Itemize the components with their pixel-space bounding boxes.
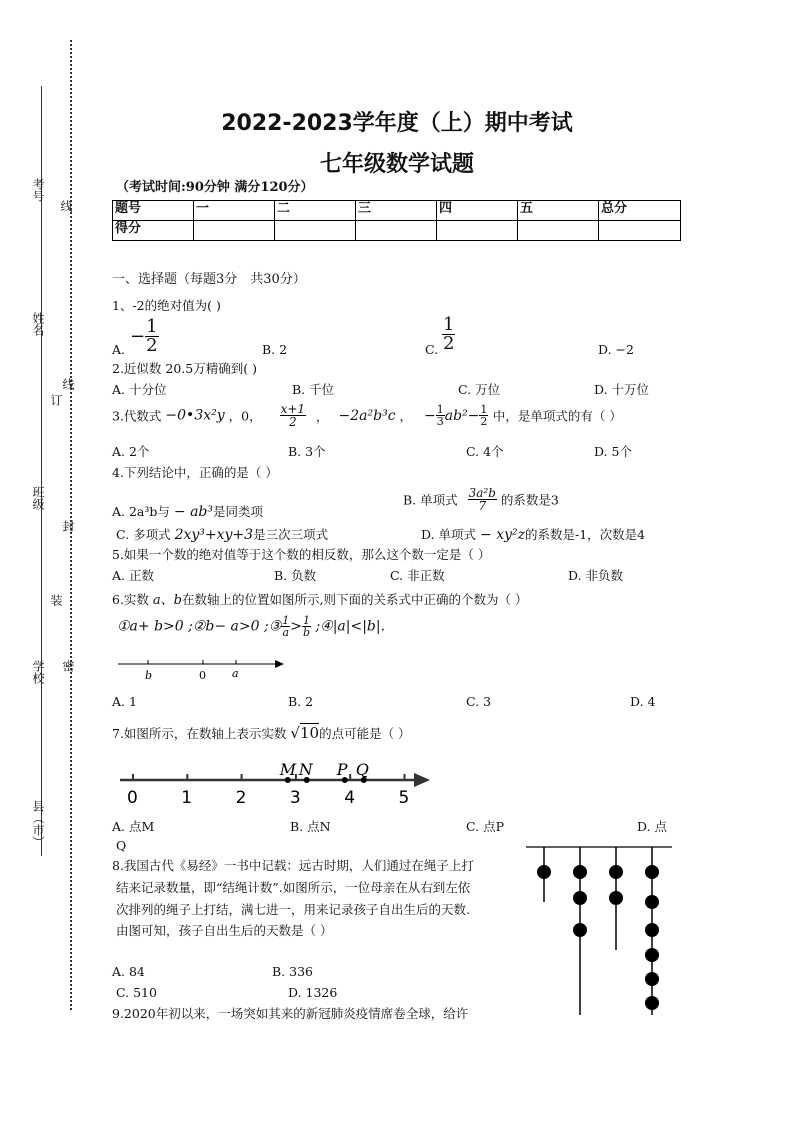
q8-line-4: 由图可知，孩子自出生后的天数是（ ）	[116, 923, 333, 938]
score-header-cell: 一	[194, 201, 275, 221]
q8-option-a: A. 84	[112, 964, 145, 979]
label-zero: 0	[199, 669, 206, 682]
seal-char-1: 线	[59, 200, 73, 212]
field-class: 班级	[31, 486, 45, 510]
q7-option-b: B. 点N	[290, 819, 331, 834]
denominator: 2	[288, 415, 297, 429]
q2-option-b: B. 千位	[292, 382, 335, 397]
point-label-Q: Q	[355, 760, 369, 779]
q9-line-1: 9.2020年初以来，一场突如其来的新冠肺炎疫情席卷全球，给许	[112, 1006, 469, 1021]
knot	[645, 923, 659, 937]
seal-char-2: 订	[49, 394, 63, 406]
seal-char-4: 封	[61, 520, 75, 532]
q4-d-part1: D. 单项式	[421, 527, 477, 542]
score-input-cell[interactable]	[275, 221, 356, 241]
q7-option-d-cont: Q	[116, 838, 127, 853]
q6-option-d: D. 4	[630, 694, 656, 709]
field-exam-number: 考号	[31, 178, 45, 202]
score-header-cell: 四	[437, 201, 518, 221]
q3-sep-3: ，	[399, 408, 413, 424]
q4-d-part3: 的系数是-1，次数是4	[525, 527, 646, 542]
knot	[645, 948, 659, 962]
numerator: 1	[282, 614, 290, 627]
numerator: 3a²b	[468, 486, 496, 500]
q4-a-part1: A. 2a³b与	[112, 504, 170, 519]
q4-b-part1: B. 单项式	[403, 492, 458, 508]
q6-stem-part2: 在数轴上的位置如图所示,则下面的关系式中正确的个数为（ ）	[182, 592, 528, 607]
q3-expr-4-frac1	[436, 404, 445, 427]
field-name: 姓名	[31, 312, 45, 336]
score-header-cell: 二	[275, 201, 356, 221]
q1-a-sign: −	[130, 326, 146, 347]
knot-rope-figure	[524, 840, 674, 1020]
q8-line-2: 结来记录数量，即“结绳计数”.如图所示，一位母亲在从右到左依	[116, 880, 471, 895]
q6-option-c: C. 3	[466, 694, 492, 709]
q3-sep-2: ，	[316, 408, 329, 424]
q5-stem: 5.如果一个数的绝对值等于这个数的相反数，那么这个数一定是（ ）	[112, 547, 491, 562]
numerator: x+1	[280, 402, 306, 416]
q1-option-c: C.	[425, 342, 439, 357]
exam-title: 2022-2023学年度（上）期中考试	[221, 111, 573, 136]
tick-label-5: 5	[398, 788, 410, 806]
score-header-cell: 三	[356, 201, 437, 221]
field-school: 学校	[31, 660, 45, 684]
q3-expr-4-frac2	[479, 404, 488, 427]
seal-char-3: 线	[61, 378, 75, 390]
q6-option-b: B. 2	[288, 694, 314, 709]
q4-b-fraction	[468, 487, 497, 512]
denominator: 2	[480, 415, 488, 428]
q6-stem	[112, 589, 527, 608]
q2-option-d: D. 十万位	[594, 382, 650, 397]
q4-a-part3: 是同类项	[213, 504, 264, 519]
q4-option-c	[116, 525, 328, 543]
q8-line-3: 次排列的绳子上打结，满七进一，用来记录孩子自出生后的天数.	[116, 902, 470, 917]
q6-number-line	[112, 652, 292, 684]
q7-stem	[112, 724, 411, 742]
q3-expr-2	[280, 403, 306, 428]
numerator: 1	[436, 403, 444, 416]
q1-option-a: A.	[112, 342, 126, 357]
section-1-heading: 一、选择题（每题3分 共30分）	[112, 272, 306, 287]
field-county: 县（市）	[31, 800, 45, 848]
q8-option-d: D. 1326	[288, 985, 338, 1000]
tick-label-4: 4	[344, 788, 356, 806]
q8-option-c: C. 510	[116, 985, 157, 1000]
q4-b-part2: 的系数是3	[500, 492, 559, 508]
numerator: 1	[480, 403, 488, 416]
q7-option-a: A. 点M	[112, 819, 155, 834]
q1-option-d: D. −2	[598, 342, 634, 357]
q1-c-fraction	[442, 316, 455, 353]
q3-stem-text: 3.代数式	[112, 408, 162, 424]
q4-option-a	[112, 502, 263, 520]
denominator: 2	[146, 335, 158, 356]
score-table-header-row	[113, 201, 681, 221]
knot	[609, 891, 623, 905]
knot	[573, 865, 587, 879]
q5-option-b: B. 负数	[274, 568, 317, 583]
denominator: 2	[443, 333, 455, 354]
knot	[573, 891, 587, 905]
q4-c-part1: C. 多项式	[116, 527, 171, 542]
q3-expr-4	[424, 403, 493, 428]
score-input-cell[interactable]	[518, 221, 599, 241]
q4-stem: 4.下列结论中，正确的是（ ）	[112, 465, 278, 480]
q2-stem: 2.近似数 20.5万精确到( )	[112, 361, 257, 376]
point-label-P: P	[336, 760, 348, 779]
q4-option-b	[403, 487, 559, 512]
q3-option-b: B. 3个	[288, 444, 326, 459]
q7-option-d: D. 点	[637, 819, 668, 834]
q1-stem: 1、-2的绝对值为( )	[112, 298, 221, 313]
q3-expr-1: −0•3x²y	[165, 407, 225, 424]
q5-option-c: C. 非正数	[390, 568, 445, 583]
q3-sep-1: ，0，	[228, 408, 262, 424]
seal-char-6: 密	[61, 660, 75, 672]
score-input-cell[interactable]	[356, 221, 437, 241]
q7-sqrt: √10	[290, 724, 320, 742]
denominator: 3	[436, 415, 444, 428]
q2-option-c: C. 万位	[458, 382, 501, 397]
q3-stem-tail: 中，是单项式的有（ ）	[492, 408, 622, 424]
q6-greater-than: >	[290, 618, 302, 635]
knot	[645, 865, 659, 879]
score-input-cell[interactable]	[599, 221, 681, 241]
q5-option-a: A. 正数	[112, 568, 154, 583]
q4-c-expr: 2xy³+xy+3	[174, 527, 254, 543]
score-header-cell: 五	[518, 201, 599, 221]
q3-expr-4-sign: −	[424, 407, 436, 424]
seal-char-5: 装	[49, 594, 63, 606]
q1-option-c-value	[442, 316, 455, 353]
point-label-N: N	[298, 760, 313, 779]
score-table-score-row	[113, 221, 681, 241]
q3-expr-4-mid: ab²−	[444, 407, 480, 424]
score-input-cell[interactable]	[194, 221, 275, 241]
q1-option-a-value	[130, 318, 159, 355]
label-b: b	[145, 669, 153, 682]
denominator: b	[302, 626, 310, 639]
knot	[645, 996, 659, 1010]
q6-stem-vars: a、b	[152, 593, 182, 608]
q6-relations-part1: ①a+ b>0 ;②b− a>0 ;③	[117, 618, 282, 635]
q7-sqrt-radicand: 10	[299, 724, 320, 742]
q1-a-fraction	[145, 318, 158, 355]
q7-stem-part1: 7.如图所示，在数轴上表示实数	[112, 726, 287, 741]
q3-option-d: D. 5个	[594, 444, 632, 459]
q5-option-d: D. 非负数	[568, 568, 624, 583]
q4-d-expr: − xy²z	[480, 527, 525, 543]
score-table	[112, 200, 681, 241]
knot	[573, 923, 587, 937]
q1-option-b: B. 2	[262, 342, 288, 357]
q3-stem	[112, 403, 622, 428]
q6-relations-part2: ;④|a|<|b|.	[315, 618, 386, 635]
denominator: a	[282, 626, 290, 639]
q8-line-1: 8.我国古代《易经》一书中记载：远古时期，人们通过在绳子上打	[112, 858, 474, 873]
q6-option-a: A. 1	[112, 694, 137, 709]
score-header-cell: 题号	[113, 201, 194, 221]
knot	[645, 895, 659, 909]
exam-subtitle: 七年级数学试题	[319, 152, 474, 177]
tick-label-0: 0	[127, 788, 138, 806]
q3-option-a: A. 2个	[112, 444, 150, 459]
numerator: 1	[302, 614, 310, 627]
numerator: 1	[146, 316, 158, 337]
q4-a-expr: − ab³	[173, 504, 213, 520]
exam-info: （考试时间:90分钟 满分120分）	[116, 180, 314, 195]
q6-frac-1a	[281, 615, 290, 638]
q3-option-c: C. 4个	[466, 444, 504, 459]
q4-c-part3: 是三次三项式	[253, 527, 329, 542]
knot	[645, 972, 659, 986]
q6-frac-1b	[302, 615, 311, 638]
denominator: 7	[478, 499, 487, 513]
tick-label-1: 1	[181, 788, 193, 806]
q7-option-c: C. 点P	[466, 819, 504, 834]
q4-option-d	[421, 525, 645, 543]
q7-stem-part2: 的点可能是（ ）	[319, 726, 411, 741]
tick-label-2: 2	[235, 788, 247, 806]
score-row-label: 得分	[113, 221, 194, 241]
point-label-M: M	[279, 760, 297, 779]
score-input-cell[interactable]	[437, 221, 518, 241]
knot	[537, 865, 551, 879]
numerator: 1	[443, 314, 455, 335]
tick-label-3: 3	[289, 788, 301, 806]
knot	[609, 865, 623, 879]
q7-number-line	[116, 758, 436, 806]
q8-option-b: B. 336	[272, 964, 313, 979]
q6-stem-part1: 6.实数	[112, 592, 149, 607]
label-a: a	[232, 667, 239, 680]
q6-relations	[117, 615, 385, 638]
q3-expr-3: −2a²b³c	[338, 407, 396, 424]
q2-option-a: A. 十分位	[112, 382, 167, 397]
score-header-cell: 总分	[599, 201, 681, 221]
